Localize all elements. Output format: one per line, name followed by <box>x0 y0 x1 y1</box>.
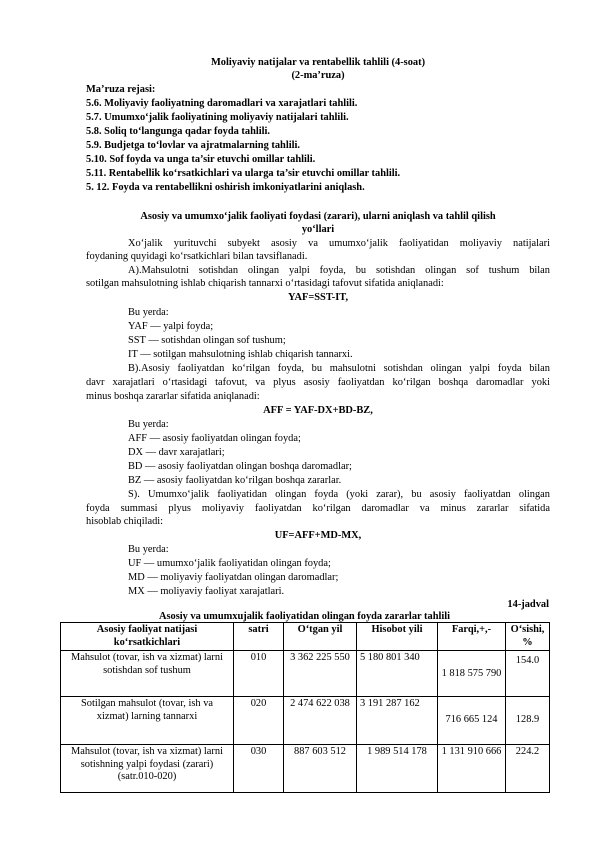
definition: YAF — yalpi foyda; <box>128 321 214 332</box>
formula: YAF=SST-IT, <box>287 292 349 303</box>
table-number: 14-jadval <box>507 599 549 610</box>
definition: BD — asosiy faoliyatdan olingan boshqa daromadlar; <box>128 461 352 472</box>
paragraph-line: foydaning quyidagi ko‘rsatkichlari bilan tavsiflanadi. <box>86 251 308 262</box>
plan-item: 5.6. Moliyaviy faoliyatning daromadlari va xarajatlari tahlili. <box>86 98 358 109</box>
header-indicator: Asosiy faoliyat natijasi ko‘rsatkichlari <box>61 623 234 651</box>
table-row <box>61 745 550 793</box>
paragraph-line: foyda summasi plyus moliyaviy faoliyatdan ko‘rilgan daromadlar va minus zararlar sifatida <box>86 503 550 514</box>
paragraph-line: davr xarajatlari o‘rtasidagi tafovut, va plyus asosiy faoliyatdan ko‘rilgan boshqa daromadlar yoki <box>86 377 550 388</box>
section-heading-cont: yo‘llari <box>301 224 335 235</box>
formula: UF=AFF+MD-MX, <box>274 530 362 541</box>
cell-difference: 1 131 910 666 <box>438 745 506 793</box>
cell-growth: 154.0 <box>515 655 540 666</box>
where-label: Bu yerda: <box>128 419 169 430</box>
cell-indicator: Sotilgan mahsulot (tovar, ish va xizmat) larning tannarxi <box>61 697 234 745</box>
cell-previous-year: 2 474 622 038 <box>284 697 357 745</box>
cell-previous-year: 887 603 512 <box>284 745 357 793</box>
where-label: Bu yerda: <box>128 307 169 318</box>
cell-growth: 128.9 <box>515 714 540 725</box>
plan-item: 5.10. Sof foyda va unga ta’sir etuvchi omillar tahlili. <box>86 154 316 165</box>
cell-report-year: 1 989 514 178 <box>357 745 438 793</box>
table-title: Asosiy va umumxujalik faoliyatidan olingan foyda zararlar tahlili <box>158 611 451 622</box>
paragraph-line: Xo‘jalik yurituvchi subyekt asosiy va umumxo‘jalik faoliyatidan moliyaviy natijalari <box>128 238 550 249</box>
paragraph-line: hisoblab chiqiladi: <box>86 516 164 527</box>
cell-difference-wrap <box>438 651 506 697</box>
plan-item: 5.11. Rentabellik ko‘rsatkichlari va ularga ta’sir etuvchi omillar tahlili. <box>86 168 401 179</box>
cell-report-year: 3 191 287 162 <box>357 697 438 745</box>
formula: AFF = YAF-DX+BD-BZ, <box>263 405 373 416</box>
cell-report-year: 5 180 801 340 <box>357 651 438 697</box>
cell-line: 030 <box>234 745 284 793</box>
plan-item: 5. 12. Foyda va rentabellikni oshirish imkoniyatlarini aniqlash. <box>86 182 365 193</box>
cell-difference: 1 818 575 790 <box>441 668 502 679</box>
document-title: Moliyaviy natijalar va rentabellik tahlili (4-soat) <box>210 57 426 68</box>
cell-difference: 716 665 124 <box>445 714 498 725</box>
document-subtitle: (2-ma’ruza) <box>291 70 345 81</box>
header-line: satri <box>234 623 284 651</box>
cell-growth: 224.2 <box>506 745 550 793</box>
section-heading: Asosiy va umumxo‘jalik faoliyati foydasi (zarari), ularni aniqlash va tahlil qilish <box>140 211 496 222</box>
table-row <box>61 651 550 697</box>
paragraph-line: sotilgan mahsulotning ishlab chiqarish tannarxi o‘rtasidagi tafovut sifatida aniqlanadi: <box>86 278 444 289</box>
where-label: Bu yerda: <box>128 544 169 555</box>
header-growth: O‘sishi, % <box>506 623 550 651</box>
results-table <box>60 622 550 793</box>
table-header-row <box>61 623 550 651</box>
table-row <box>61 697 550 745</box>
definition: DX — davr xarajatlari; <box>128 447 225 458</box>
plan-item: 5.9. Budjetga to‘lovlar va ajratmalarning tahlili. <box>86 140 300 151</box>
definition: IT — sotilgan mahsulotning ishlab chiqarish tannarxi. <box>128 349 353 360</box>
paragraph-line: minus boshqa zararlar sifatida aniqlanadi: <box>86 391 260 402</box>
cell-line: 020 <box>234 697 284 745</box>
paragraph-line: B).Asosiy faoliyatdan ko‘rilgan foyda, bu mahsulotni sotishdan olingan yalpi foyda bilan <box>128 363 550 374</box>
cell-indicator: Mahsulot (tovar, ish va xizmat) larni sotishdan sof tushum <box>61 651 234 697</box>
cell-growth-wrap <box>506 651 550 697</box>
cell-previous-year: 3 362 225 550 <box>284 651 357 697</box>
definition: UF — umumxo‘jalik faoliyatidan olingan foyda; <box>128 558 331 569</box>
cell-growth-wrap <box>506 697 550 745</box>
plan-item: 5.7. Umumxo‘jalik faoliyatining moliyaviy natijalari tahlili. <box>86 112 349 123</box>
header-report-year: Hisobot yili <box>357 623 438 651</box>
definition: MX — moliyaviy faoliyat xarajatlari. <box>128 586 285 597</box>
cell-indicator: Mahsulot (tovar, ish va xizmat) larni sotishning yalpi foydasi (zarari) (satr.010-020) <box>61 745 234 793</box>
plan-item: 5.8. Soliq to‘langunga qadar foyda tahlili. <box>86 126 270 137</box>
header-difference: Farqi,+,- <box>438 623 506 651</box>
definition: MD — moliyaviy faoliyatdan olingan daromadlar; <box>128 572 339 583</box>
paragraph-line: A).Mahsulotni sotishdan olingan yalpi foyda, bu sotishdan olingan sof tushum bilan <box>128 265 550 276</box>
cell-line: 010 <box>234 651 284 697</box>
header-previous-year: O‘tgan yil <box>284 623 357 651</box>
paragraph-line: S). Umumxo‘jalik faoliyatidan olingan foyda (yoki zarar), bu asosiy faoliyatdan olingan <box>128 489 550 500</box>
definition: BZ — asosiy faoliyatdan ko‘rilgan boshqa zararlar. <box>128 475 342 486</box>
plan-heading: Ma’ruza rejasi: <box>86 84 156 95</box>
definition: SST — sotishdan olingan sof tushum; <box>128 335 286 346</box>
cell-difference-wrap <box>438 697 506 745</box>
definition: AFF — asosiy faoliyatdan olingan foyda; <box>128 433 301 444</box>
